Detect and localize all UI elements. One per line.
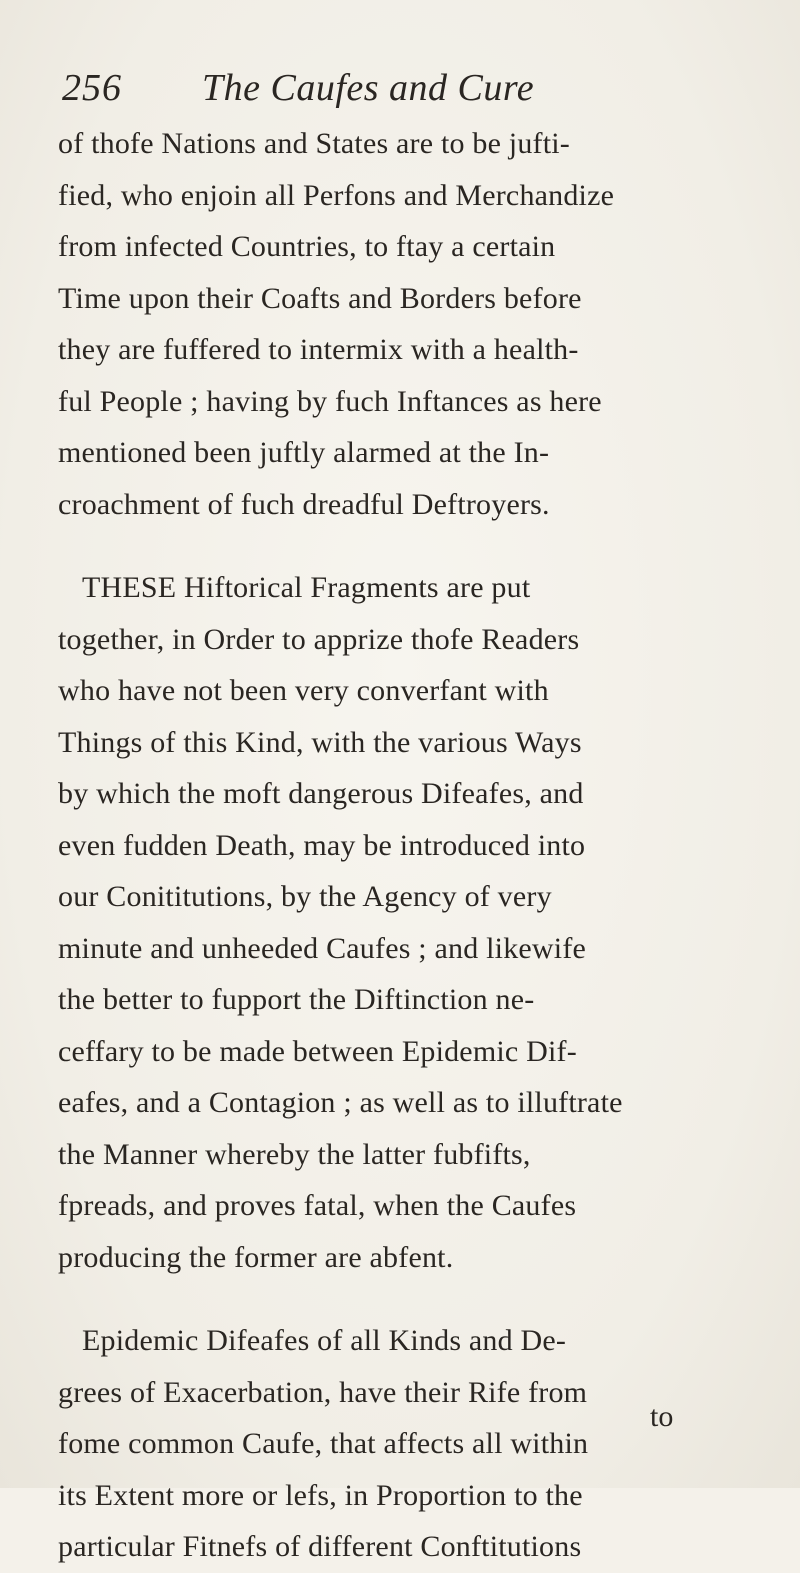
text-line: THESE Hiftorical Fragments are put xyxy=(82,571,531,604)
text-line: Epidemic Difeafes of all Kinds and De- xyxy=(82,1324,567,1357)
text-line: Things of this Kind, with the various Ways xyxy=(58,725,582,759)
text-line: eafes, and a Contagion ; as well as to illuftrate xyxy=(58,1086,623,1119)
text-line: from infected Countries, to ftay a certain xyxy=(58,230,556,263)
text-line: mentioned been juftly alarmed at the In- xyxy=(58,436,550,469)
text-line: together, in Order to apprize thofe Readers xyxy=(58,622,580,656)
text-line: croachment of fuch dreadful Deftroyers. xyxy=(58,487,550,521)
text-line: ful People ; having by fuch Inftances as here xyxy=(58,384,602,418)
text-line: producing the former are abfent. xyxy=(58,1240,454,1274)
text-line: they are fuffered to intermix with a health- xyxy=(58,333,579,366)
paragraph-3 xyxy=(58,1315,743,1573)
text-line: our Conititutions, by the Agency of very xyxy=(58,880,552,913)
text-line: by which the moft dangerous Difeafes, and xyxy=(58,777,584,810)
text-line: fpreads, and proves fatal, when the Caufes xyxy=(58,1189,577,1222)
body-text xyxy=(58,118,743,1573)
text-line: its Extent more or lefs, in Proportion to the xyxy=(58,1478,583,1512)
running-head: The Caufes and Cure xyxy=(202,67,535,109)
paragraph-2 xyxy=(58,562,743,1283)
page-header xyxy=(62,66,742,116)
page-number: 256 xyxy=(62,67,122,109)
catchword: to xyxy=(650,1400,674,1433)
text-line: the better to fupport the Diftinction ne- xyxy=(58,983,535,1016)
text-line: minute and unheeded Caufes ; and likewife xyxy=(58,931,587,965)
paragraph-gap xyxy=(58,1283,743,1315)
text-line: of thofe Nations and States are to be jufti- xyxy=(58,127,570,160)
paragraph-1 xyxy=(58,118,743,530)
text-line: who have not been very converfant with xyxy=(58,674,549,707)
paragraph-gap xyxy=(58,530,743,562)
text-line: particular Fitnefs of different Conftitutions xyxy=(58,1530,582,1563)
text-line: fied, who enjoin all Perfons and Merchandize xyxy=(58,178,615,212)
text-line: ceffary to be made between Epidemic Dif- xyxy=(58,1034,577,1068)
text-line: even fudden Death, may be introduced into xyxy=(58,828,586,862)
text-line: fome common Caufe, that affects all within xyxy=(58,1427,589,1460)
text-line: grees of Exacerbation, have their Rife from xyxy=(58,1375,588,1409)
text-line: the Manner whereby the latter fubfifts, xyxy=(58,1137,531,1171)
text-line: Time upon their Coafts and Borders before xyxy=(58,281,582,315)
